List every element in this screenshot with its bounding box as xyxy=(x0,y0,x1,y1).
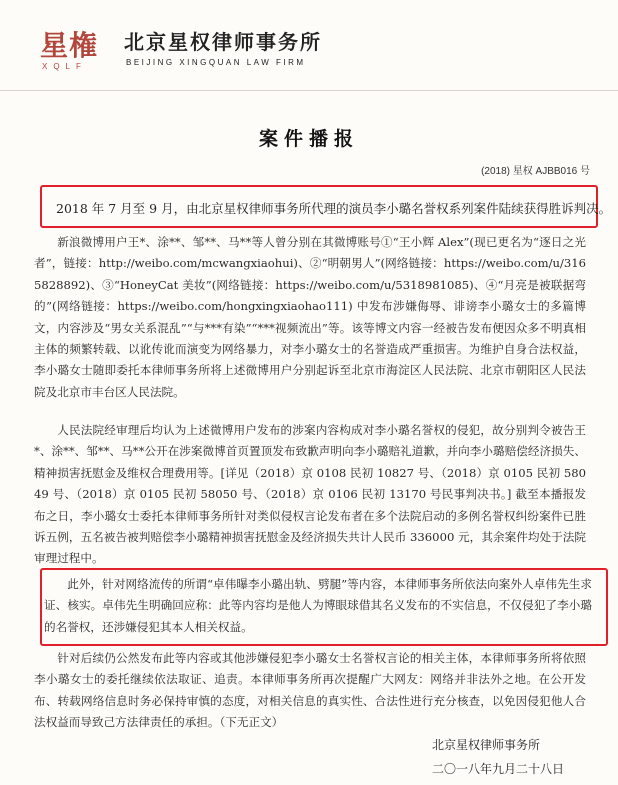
firm-name-en: BEIJING XINGQUAN LAW FIRM xyxy=(126,58,306,67)
letterhead xyxy=(14,14,322,74)
signature-firm: 北京星权律师事务所 xyxy=(431,738,540,752)
document-number: (2018) 星权 AJBB016 号 xyxy=(481,166,590,177)
header-divider xyxy=(0,90,618,91)
firm-logo: 星権 xyxy=(40,31,99,62)
firm-logo-subtext: XQLF xyxy=(42,62,87,71)
paragraph-background: 新浪微博用户王*、涂**、邹**、马**等人曾分别在其微博账号①“王小辉 Alex”(现已更名为“逐日之光者”，链接：http://weibo.com/mcwangxiaohui)、②“明朝男人”(网络链接：https://weibo.com/u/3165828892)、③“HoneyCat 美妆”(网络链接：https://weibo.com/u/5318981085)、④“月亮是被联据弯的”(网络链接：https://weibo.com/hongxingxiaohao111) 中发布涉嫌侮辱、诽谤李小璐女士的多篇博文，内容涉及“男女关系混乱”“与***有染”“***视频流出”等。该等博文内容一经被告发布便因众多不明真相主体的频繁转载、以讹传讹而演变为网络暴力，对李小璐女士的名誉造成严重损害。为维护自身合法权益，李小璐女士随即委托本律师事务所将上述微博用户分别起诉至北京市海淀区人民法院、北京市朝阳区人民法院及北京市丰台区人民法院。 xyxy=(34,235,586,399)
paragraph-warning: 针对后续仍公然发布此等内容或其他涉嫌侵犯李小璐女士名誉权言论的相关主体，本律师事务所将依照李小璐女士的委托继续依法取证、追责。本律师事务所再次提醒广大网友：网络并非法外之地。在公开发布、转载网络信息时务必保持审慎的态度，对相关信息的真实性、合法性进行充分核查，以免因侵犯他人合法权益而导致己方法律责任的承担。（下无正文） xyxy=(34,651,586,730)
signature-date: 二〇一八年九月二十八日 xyxy=(431,762,564,776)
lead-sentence: 2018 年 7 月至 9 月，由北京星权律师事务所代理的演员李小璐名誉权系列案件陆续获得胜诉判决。 xyxy=(56,201,612,216)
page-title: 案件播报 xyxy=(258,128,359,150)
firm-name-cn: 北京星权律师事务所 xyxy=(124,30,322,54)
paragraph-judgments: 人民法院经审理后均认为上述微博用户发布的涉案内容构成对李小璐名誉权的侵犯，故分别判令被告王*、涂**、邹**、马**公开在涉案微博首页置顶发布致歉声明向李小璐赔礼道歉，并向李小璐赔偿经济损失、精神损害抚慰金及维权合理费用等。[详见（2018）京 0108 民初 10827 号、（2018）京 0105 民初 58049 号、（2018）京 0105 民初 58050 号、（2018）京 0106 民初 13170 号民事判决书。] 截至本播报发布之日，李小璐女士委托本律师事务所针对类似侵权言论发布者在多个法院启动的多例名誉权纠纷案件已胜诉五例，五名被告被判赔偿李小璐精神损害抚慰金及经济损失共计人民币 336000 元，其余案件均处于法院审理过程中。 xyxy=(34,423,586,566)
paragraph-statement: 此外，针对网络流传的所谓“卓伟曝李小璐出轨、劈腿”等内容，本律师事务所依法向案外人卓伟先生求证、核实。卓伟先生明确回应称：此等内容均是他人为博眼球借其名义发布的不实信息，不仅侵犯了李小璐的名誉权，还涉嫌侵犯其本人相关权益。 xyxy=(44,577,592,634)
